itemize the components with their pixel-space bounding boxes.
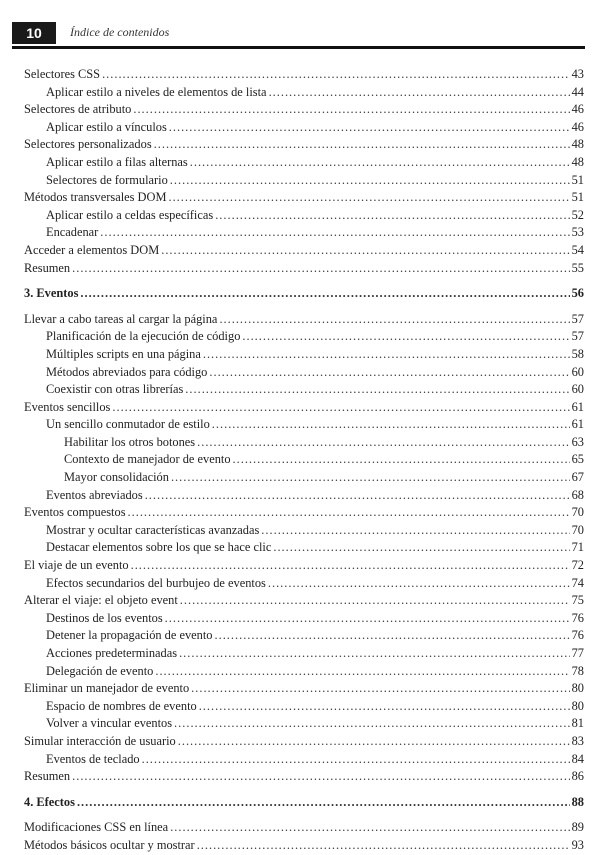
toc-entry-title: Un sencillo conmutador de estilo [46,417,210,432]
dot-leader [242,328,569,346]
toc-entry-title: Aplicar estilo a filas alternas [46,154,188,169]
toc-entry-title: Destacar elementos sobre los que se hace clic [46,540,272,555]
toc-entry-title: Modificaciones CSS en línea [24,820,169,835]
toc-entry-title: Eventos abreviados [46,487,143,502]
dot-leader [131,557,570,575]
dot-leader [155,663,569,681]
toc-entry [24,837,584,855]
toc-entry [24,645,584,663]
toc-entry-page: 84 [571,751,584,766]
toc-entry-page: 56 [571,286,584,301]
toc-entry [24,487,584,505]
toc-entry-page: 70 [571,505,584,520]
toc-entry [24,416,584,434]
dot-leader [80,285,569,303]
toc-entry-page: 80 [571,681,584,696]
toc-entry [24,101,584,119]
toc-entry-title: Aplicar estilo a celdas específicas [46,207,214,222]
dot-leader [171,469,570,487]
dot-leader [215,207,569,225]
page-number: 10 [12,22,56,44]
toc-entry-title: Aplicar estilo a vínculos [46,119,167,134]
toc-entry-title: Espacio de nombres de evento [46,698,197,713]
toc-entry [24,346,584,364]
dot-leader [72,260,569,278]
dot-leader [128,504,570,522]
toc-entry [24,84,584,102]
dot-leader [268,575,570,593]
toc-entry-page: 68 [571,487,584,502]
running-title: Índice de contenidos [70,25,170,39]
toc-entry-title: Selectores de atributo [24,102,132,117]
toc-entry-page: 86 [571,769,584,784]
toc-entry-page: 75 [571,593,584,608]
toc-entry-page: 74 [571,575,584,590]
toc-entry-page: 78 [571,663,584,678]
dot-leader [197,434,569,452]
toc-entry-title: Métodos abreviados para código [46,364,208,379]
toc-entry-title: Contexto de manejador de evento [64,452,231,467]
toc-entry [24,66,584,84]
toc-entry-page: 80 [571,698,584,713]
dot-leader [209,364,569,382]
dot-leader [178,733,570,751]
toc-entry-page: 55 [571,260,584,275]
toc-entry-title: Aplicar estilo a niveles de elementos de lista [46,84,267,99]
toc-entry-page: 51 [571,190,584,205]
toc-entry [24,610,584,628]
toc-entry [24,715,584,733]
toc-entry-page: 61 [571,417,584,432]
toc-entry [24,172,584,190]
dot-leader [180,592,570,610]
toc-entry-page: 76 [571,628,584,643]
toc-entry-title: Efectos secundarios del burbujeo de eventos [46,575,266,590]
toc-chapter-entry [24,794,584,812]
toc-entry [24,698,584,716]
toc-entry-title: Acciones predeterminadas [46,646,178,660]
toc-entry [24,504,584,522]
toc-entry-page: 46 [571,119,584,134]
toc-entry [24,242,584,260]
dot-leader [145,487,570,505]
toc-entry [24,819,584,837]
toc-entry-title: Métodos transversales DOM [24,190,167,205]
toc-entry-page: 81 [571,716,584,731]
toc-entry [24,224,584,242]
toc-entry [24,451,584,469]
toc-entry-page: 89 [571,820,584,835]
toc-entry-page: 48 [571,154,584,169]
dot-leader [112,399,569,417]
toc-entry-title: Selectores de formulario [46,172,168,187]
toc-entry-page: 60 [571,364,584,379]
dot-leader [77,794,570,812]
toc-entry [24,592,584,610]
toc-entry-title: Eventos de teclado [46,751,140,766]
dot-leader [165,610,570,628]
dot-leader [170,172,570,190]
toc-entry-title: Alterar el viaje: el objeto event [24,593,178,608]
toc-entry-page: 44 [571,84,584,99]
toc-entry-title: Métodos básicos ocultar y mostrar [24,837,195,852]
toc-entry-title: Destinos de los eventos [46,610,163,625]
page-header [12,20,585,49]
toc-entry [24,207,584,225]
dot-leader [72,768,569,786]
toc-entry [24,539,584,557]
toc-entry-page: 70 [571,522,584,537]
dot-leader [168,189,569,207]
toc-entry-title: Eventos sencillos [24,399,111,414]
toc-entry-page: 63 [571,434,584,449]
toc-entry [24,522,584,540]
toc-entry-title: 3. Eventos [24,286,79,301]
dot-leader [269,84,570,102]
toc-entry-title: Delegación de evento [46,663,154,678]
toc-entry [24,154,584,172]
toc-entry-page: 76 [571,610,584,625]
toc-entry [24,399,584,417]
toc-entry [24,663,584,681]
toc-entry [24,119,584,137]
dot-leader [191,680,569,698]
dot-leader [233,451,570,469]
toc-entry-title: Selectores personalizados [24,137,152,152]
dot-leader [133,101,569,119]
dot-leader [273,539,569,557]
toc-entry-title: Coexistir con otras librerías [46,382,184,397]
toc-entry [24,768,584,786]
toc-entry-page: 61 [571,399,584,414]
toc-entry-title: Selectores CSS [24,67,101,81]
dot-leader [154,136,570,154]
toc-entry-title: Múltiples scripts en una página [46,346,201,361]
toc-entry-title: El viaje de un evento [24,558,129,573]
toc-entry [24,575,584,593]
toc-entry [24,260,584,278]
dot-leader [197,837,570,855]
toc-entry-page: 60 [571,382,584,397]
dot-leader [219,311,569,329]
dot-leader [203,346,570,364]
toc-entry [24,311,584,329]
dot-leader [102,66,570,84]
toc-entry-title: Habilitar los otros botones [64,434,196,449]
toc-entry-title: Detener la propagación de evento [46,628,213,643]
toc-entry-page: 57 [571,311,584,326]
toc-entry [24,751,584,769]
toc-entry [24,328,584,346]
dot-leader [100,224,569,242]
dot-leader [199,698,570,716]
toc-entry-title: Simular interacción de usuario [24,733,176,748]
toc-entry-page: 57 [571,329,584,344]
dot-leader [170,819,569,837]
toc-entry-page: 71 [571,540,584,555]
dot-leader [179,645,570,663]
toc-entry-title: Eliminar un manejador de evento [24,681,190,696]
toc-entry [24,733,584,751]
toc-entry [24,434,584,452]
toc-entry-page: 48 [571,137,584,152]
toc-entry-title: 4. Efectos [24,794,75,809]
toc-entry [24,364,584,382]
toc-entry-page: 93 [571,837,584,852]
toc-entry-page: 58 [571,346,584,361]
toc-entry-title: Volver a vincular eventos [46,716,173,731]
dot-leader [161,242,569,260]
dot-leader [185,381,569,399]
toc-entry-page: 53 [571,225,584,240]
toc-entry [24,189,584,207]
dot-leader [212,416,570,434]
toc-entry-page: 43 [571,67,584,81]
dot-leader [169,119,570,137]
toc-entry-title: Llevar a cabo tareas al cargar la página [24,311,218,326]
toc-entry-page: 46 [571,102,584,117]
toc-entry-title: Mayor consolidación [64,470,169,485]
toc-chapter-entry [24,285,584,303]
dot-leader [142,751,570,769]
toc-entry [24,680,584,698]
toc-entry-page: 77 [571,646,584,660]
dot-leader [215,627,570,645]
toc-entry [24,381,584,399]
toc-entry-page: 83 [571,733,584,748]
toc-entry-title: Acceder a elementos DOM [24,242,160,257]
toc-entry-title: Mostrar y ocultar características avanzadas [46,522,260,537]
toc-entry-title: Resumen [24,769,71,784]
toc-entry-page: 67 [571,470,584,485]
toc-entry-title: Resumen [24,260,71,275]
toc-entry-title: Planificación de la ejecución de código [46,329,241,344]
toc-entry-page: 54 [571,242,584,257]
toc-entry [24,469,584,487]
dot-leader [261,522,569,540]
table-of-contents [24,66,584,855]
toc-entry-page: 88 [571,794,584,809]
toc-entry-page: 72 [571,558,584,573]
toc-entry-page: 65 [571,452,584,467]
toc-entry-page: 51 [571,172,584,187]
toc-entry [24,627,584,645]
dot-leader [190,154,570,172]
toc-entry-title: Encadenar [46,225,99,240]
dot-leader [174,715,570,733]
toc-entry-title: Eventos compuestos [24,505,126,520]
toc-entry [24,557,584,575]
toc-entry-page: 52 [571,207,584,222]
toc-entry [24,136,584,154]
